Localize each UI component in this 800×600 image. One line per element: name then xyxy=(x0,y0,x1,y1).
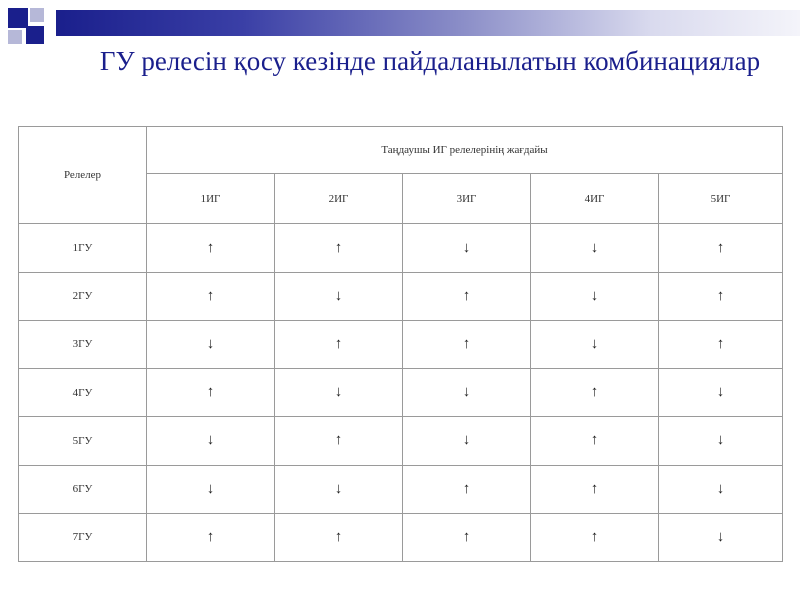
state-cell: ↓ xyxy=(147,465,275,513)
state-cell: ↓ xyxy=(275,465,403,513)
state-cell: ↑ xyxy=(659,320,783,368)
row-label: 7ГУ xyxy=(19,513,147,561)
state-cell: ↑ xyxy=(403,513,531,561)
row-label: 6ГУ xyxy=(19,465,147,513)
state-cell: ↓ xyxy=(147,417,275,465)
decor-square-dark xyxy=(26,26,44,44)
corner-header: Релелер xyxy=(19,127,147,224)
state-cell: ↑ xyxy=(147,224,275,272)
state-cell: ↑ xyxy=(275,513,403,561)
state-cell: ↓ xyxy=(659,369,783,417)
combinations-table xyxy=(18,126,783,562)
state-cell: ↑ xyxy=(531,513,659,561)
state-cell: ↑ xyxy=(531,465,659,513)
state-cell: ↑ xyxy=(147,513,275,561)
table-row xyxy=(19,369,783,417)
column-header: 2ИГ xyxy=(275,174,403,224)
state-cell: ↑ xyxy=(531,417,659,465)
column-header: 5ИГ xyxy=(659,174,783,224)
table-row xyxy=(19,320,783,368)
table-row xyxy=(19,272,783,320)
column-header: 3ИГ xyxy=(403,174,531,224)
column-header: 1ИГ xyxy=(147,174,275,224)
state-cell: ↓ xyxy=(659,513,783,561)
decor-square-light xyxy=(8,30,22,44)
state-cell: ↓ xyxy=(275,369,403,417)
state-cell: ↓ xyxy=(147,320,275,368)
state-cell: ↑ xyxy=(659,272,783,320)
table-row xyxy=(19,465,783,513)
state-cell: ↓ xyxy=(659,417,783,465)
state-cell: ↑ xyxy=(403,320,531,368)
state-cell: ↑ xyxy=(403,465,531,513)
state-cell: ↓ xyxy=(659,465,783,513)
row-label: 2ГУ xyxy=(19,272,147,320)
state-cell: ↑ xyxy=(275,224,403,272)
state-cell: ↓ xyxy=(275,272,403,320)
decor-square-dark xyxy=(8,8,28,28)
state-cell: ↓ xyxy=(403,417,531,465)
state-cell: ↑ xyxy=(275,417,403,465)
state-cell: ↓ xyxy=(531,320,659,368)
state-cell: ↓ xyxy=(531,224,659,272)
state-cell: ↑ xyxy=(659,224,783,272)
table-row xyxy=(19,224,783,272)
decor-square-light xyxy=(30,8,44,22)
state-cell: ↑ xyxy=(147,272,275,320)
state-cell: ↑ xyxy=(403,272,531,320)
table-row xyxy=(19,513,783,561)
column-header: 4ИГ xyxy=(531,174,659,224)
header-gradient-bar xyxy=(56,10,800,36)
state-cell: ↑ xyxy=(147,369,275,417)
state-cell: ↓ xyxy=(403,224,531,272)
table-row xyxy=(19,417,783,465)
state-cell: ↑ xyxy=(531,369,659,417)
row-label: 4ГУ xyxy=(19,369,147,417)
page-title: ГУ релесін қосу кезінде пайдаланылатын комбинациялар xyxy=(99,46,761,76)
state-cell: ↑ xyxy=(275,320,403,368)
group-header: Таңдаушы ИГ релелерінің жағдайы xyxy=(147,127,783,174)
state-cell: ↓ xyxy=(403,369,531,417)
row-label: 1ГУ xyxy=(19,224,147,272)
row-label: 5ГУ xyxy=(19,417,147,465)
state-cell: ↓ xyxy=(531,272,659,320)
row-label: 3ГУ xyxy=(19,320,147,368)
